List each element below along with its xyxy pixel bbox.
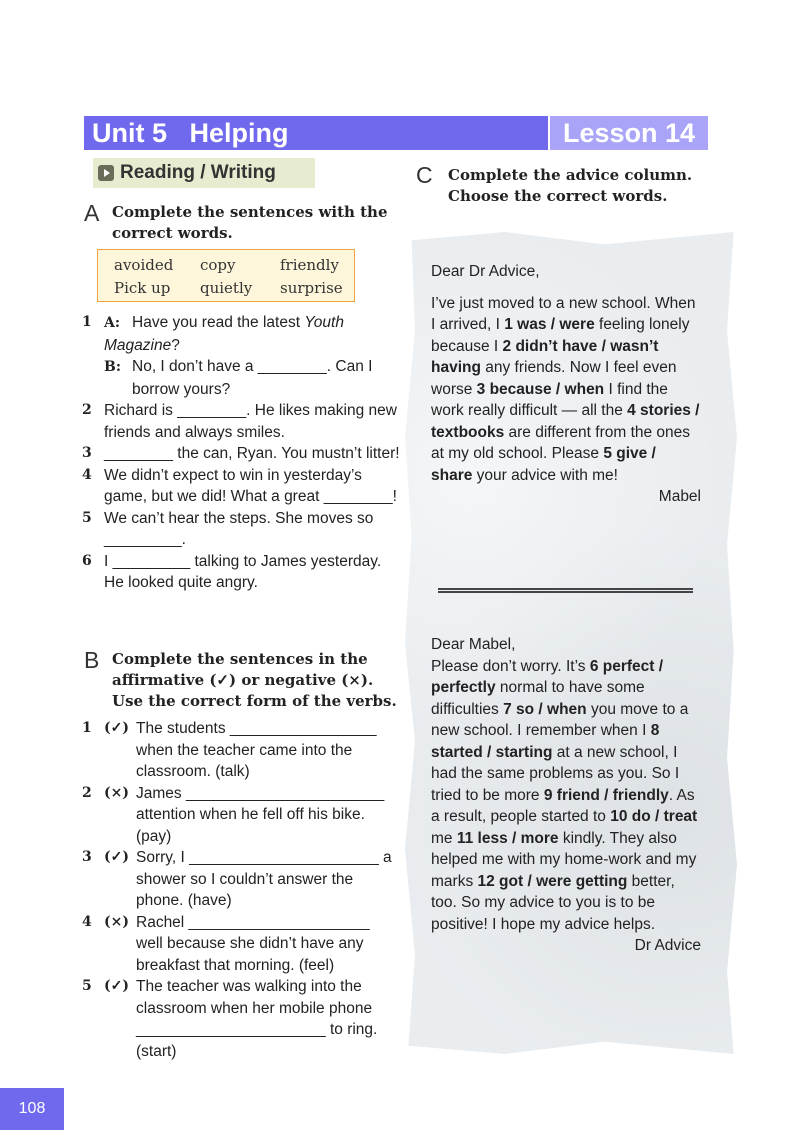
item-text: ________ the can, Ryan. You mustn’t litter! [104,445,400,462]
word-item: surprise [280,279,343,297]
list-item [82,551,400,594]
letter-text: are different from the ones at my old school. Please [431,423,691,462]
item-text: The teacher was walking into the classroom when her mobile phone ______________________ to ring. (start) [136,978,378,1060]
letter-text: better, too. So my advice to you is to be positive! I hope my advice helps. [431,872,675,933]
list-item [82,508,400,551]
letter-text: . As a result, people started to [431,786,695,825]
letter-salutation: Dear Mabel, [431,636,516,653]
letter-signature: Mabel [658,488,701,505]
item-number: 1 [82,720,92,736]
list-item [82,465,400,508]
word-item: Pick up [114,279,171,297]
letter-divider [438,588,693,593]
cross-mark: (×) [104,784,129,801]
speaker-label: B: [104,359,122,375]
answer-option: 10 do / treat [610,808,698,825]
item-text: No, I don’t have a ________. Can I borrow yours? [132,358,373,398]
check-mark: (✓) [104,849,129,865]
list-item [82,783,400,848]
lesson-title: Lesson 14 [548,116,708,150]
letter-text: feeling lonely because I [431,316,690,355]
word-item: copy [200,256,236,274]
exercise-b-title: Complete the sentences in the affirmative (✓) or negative (×). Use the correct form of the verbs. [112,650,397,710]
item-number: 3 [82,849,92,865]
item-number: 6 [82,552,92,569]
letter-body [431,656,701,936]
item-text: James _______________________ attention when he fell off his bike. (pay) [136,784,385,845]
magazine-title: Youth Magazine [104,314,344,354]
exercise-a-letter: A [84,200,100,226]
unit-banner [84,116,708,150]
word-item: avoided [114,256,174,274]
unit-title: Unit 5 Helping [92,118,289,148]
letter-text: Please don’t worry. It’s [431,657,590,675]
exercise-b-list [82,718,400,1062]
item-text: We didn’t expect to win in yesterday’s game, but we did! What a great ________! [104,466,397,505]
list-item [82,718,400,783]
letter-text: your advice with me! [472,466,618,484]
answer-option: 3 because / when [476,380,605,398]
item-text: I _________ talking to James yesterday. He looked quite angry. [104,552,382,591]
item-number: 5 [82,978,92,994]
list-item [82,443,400,465]
exercise-c-title: Complete the advice column. Choose the correct words. [448,166,693,205]
letter-text: kindly. They also helped me with my home-work and my marks [431,829,697,890]
letter-text: I find the work really difficult — all the [431,380,668,419]
letter-from-dr-advice [431,634,701,957]
letter-text: normal to have some difficulties [431,679,645,718]
check-mark: (✓) [104,720,129,736]
answer-option: 7 so / when [503,700,587,718]
item-text: Have you read the latest [132,314,305,331]
item-number: 2 [82,784,92,801]
item-number: 4 [82,466,92,483]
answer-option: 2 didn’t have / wasn’t having [431,337,659,376]
item-text: Richard is ________. He likes making new friends and always smiles. [104,402,397,441]
cross-mark: (×) [104,913,129,930]
item-number: 3 [82,445,92,461]
word-item: friendly [280,256,339,274]
letter-text: any friends. Now I feel even worse [431,359,677,398]
play-icon [98,165,114,181]
answer-option: 4 stories / textbooks [431,402,700,441]
list-item [82,976,400,1062]
letter-text: me [431,829,457,847]
answer-option: 9 friend / friendly [543,786,669,804]
check-mark: (✓) [104,978,129,994]
item-text: We can’t hear the steps. She moves so _________. [104,509,374,548]
letter-from-mabel [431,261,701,508]
letter-text: I’ve just moved to a new school. When I arrived, I [431,294,696,333]
letter-body [431,293,701,487]
item-text: The students _________________ when the teacher came into the classroom. (talk) [136,720,377,780]
list-item [82,847,400,912]
item-number: 2 [82,402,92,418]
list-item [82,912,400,977]
page-number: 108 [0,1088,64,1130]
list-item: 1 A: Have you read the latest Youth Magazine? B: No, I don’t have a ________. Can I borrow yours? [82,312,400,400]
item-number: 4 [82,913,92,930]
exercise-a-title: Complete the sentences with the correct words. [112,203,388,242]
word-box [97,249,355,302]
answer-option: 11 less / more [456,829,559,847]
item-text: Sorry, I ______________________ a shower so I couldn’t answer the phone. (have) [136,849,392,909]
word-item: quietly [200,279,253,297]
list-item [82,400,400,443]
item-number: 1 [82,314,92,330]
answer-option: 6 perfect / perfectly [431,657,664,696]
exercise-c-letter: C [416,162,433,188]
letter-text: at a new school, I had the same problems as you. So I tried to be more [431,743,680,804]
answer-option: 1 was / were [504,316,595,333]
item-text: Rachel _____________________ well because she didn’t have any breakfast that morning. (feel) [136,913,370,974]
letter-text: you move to a new school. I remember when I [431,700,689,739]
section-tag [93,158,315,188]
letter-salutation: Dear Dr Advice, [431,263,540,280]
letter-signature: Dr Advice [634,937,701,954]
speaker-label: A: [104,315,121,331]
item-number: 5 [82,509,92,526]
answer-option: 5 give / share [431,445,656,484]
answer-option: 8 started / starting [431,722,660,761]
answer-option: 12 got / were getting [477,872,628,890]
section-label: Reading / Writing [120,162,276,183]
exercise-b-letter: B [84,647,100,673]
exercise-a-list [82,312,400,594]
